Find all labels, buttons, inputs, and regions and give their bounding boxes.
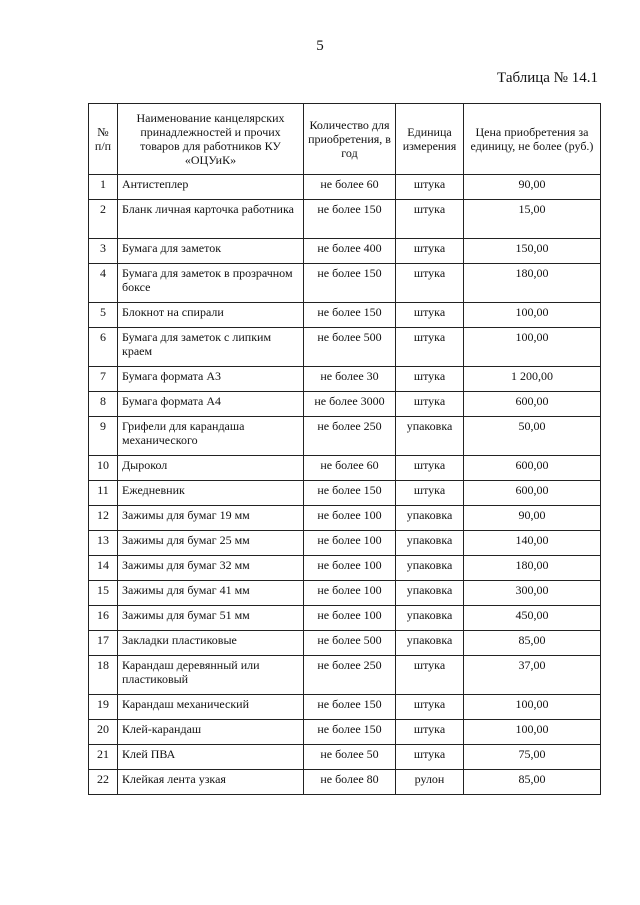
row-quantity: не более 150 bbox=[304, 264, 396, 303]
row-quantity: не более 100 bbox=[304, 556, 396, 581]
row-number: 3 bbox=[89, 239, 118, 264]
row-unit: упаковка bbox=[396, 556, 464, 581]
row-price: 100,00 bbox=[464, 328, 601, 367]
table-body bbox=[89, 175, 601, 795]
row-number: 22 bbox=[89, 770, 118, 795]
row-quantity: не более 500 bbox=[304, 631, 396, 656]
row-item-name: Карандаш деревянный или пластиковый bbox=[118, 656, 304, 695]
row-price: 150,00 bbox=[464, 239, 601, 264]
row-number: 15 bbox=[89, 581, 118, 606]
row-item-name: Грифели для карандаша механического bbox=[118, 417, 304, 456]
table-row bbox=[89, 531, 601, 556]
header-number: № п/п bbox=[89, 104, 118, 175]
row-item-name: Зажимы для бумаг 51 мм bbox=[118, 606, 304, 631]
header-quantity: Количество для приобретения, в год bbox=[304, 104, 396, 175]
table-row bbox=[89, 481, 601, 506]
row-unit: упаковка bbox=[396, 531, 464, 556]
row-number: 8 bbox=[89, 392, 118, 417]
row-item-name: Зажимы для бумаг 25 мм bbox=[118, 531, 304, 556]
row-item-name: Карандаш механический bbox=[118, 695, 304, 720]
row-unit: штука bbox=[396, 656, 464, 695]
table-row bbox=[89, 239, 601, 264]
row-item-name: Клей ПВА bbox=[118, 745, 304, 770]
row-price: 600,00 bbox=[464, 456, 601, 481]
header-item-name: Наименование канцелярских принадлежностей и прочих товаров для работников КУ «ОЦУиК» bbox=[118, 104, 304, 175]
row-item-name: Зажимы для бумаг 32 мм bbox=[118, 556, 304, 581]
table-row bbox=[89, 556, 601, 581]
row-unit: упаковка bbox=[396, 606, 464, 631]
table-row bbox=[89, 456, 601, 481]
row-quantity: не более 100 bbox=[304, 606, 396, 631]
row-quantity: не более 250 bbox=[304, 417, 396, 456]
row-price: 85,00 bbox=[464, 631, 601, 656]
table-row bbox=[89, 367, 601, 392]
row-quantity: не более 50 bbox=[304, 745, 396, 770]
row-item-name: Зажимы для бумаг 19 мм bbox=[118, 506, 304, 531]
row-item-name: Антистеплер bbox=[118, 175, 304, 200]
row-number: 10 bbox=[89, 456, 118, 481]
row-quantity: не более 250 bbox=[304, 656, 396, 695]
row-number: 1 bbox=[89, 175, 118, 200]
row-unit: штука bbox=[396, 200, 464, 239]
table-row bbox=[89, 328, 601, 367]
row-unit: упаковка bbox=[396, 631, 464, 656]
row-item-name: Бумага для заметок с липким краем bbox=[118, 328, 304, 367]
row-number: 13 bbox=[89, 531, 118, 556]
row-price: 100,00 bbox=[464, 720, 601, 745]
table-row bbox=[89, 581, 601, 606]
row-quantity: не более 150 bbox=[304, 720, 396, 745]
table-row bbox=[89, 695, 601, 720]
row-price: 100,00 bbox=[464, 303, 601, 328]
row-quantity: не более 3000 bbox=[304, 392, 396, 417]
row-price: 140,00 bbox=[464, 531, 601, 556]
table-row bbox=[89, 720, 601, 745]
row-unit: штука bbox=[396, 264, 464, 303]
row-number: 21 bbox=[89, 745, 118, 770]
row-quantity: не более 150 bbox=[304, 200, 396, 239]
row-price: 450,00 bbox=[464, 606, 601, 631]
row-number: 2 bbox=[89, 200, 118, 239]
row-item-name: Бланк личная карточка работника bbox=[118, 200, 304, 239]
row-number: 14 bbox=[89, 556, 118, 581]
row-number: 9 bbox=[89, 417, 118, 456]
row-price: 180,00 bbox=[464, 264, 601, 303]
row-number: 4 bbox=[89, 264, 118, 303]
row-item-name: Бумага для заметок bbox=[118, 239, 304, 264]
row-item-name: Зажимы для бумаг 41 мм bbox=[118, 581, 304, 606]
row-quantity: не более 80 bbox=[304, 770, 396, 795]
row-item-name: Дырокол bbox=[118, 456, 304, 481]
row-unit: упаковка bbox=[396, 417, 464, 456]
row-number: 18 bbox=[89, 656, 118, 695]
table-row bbox=[89, 606, 601, 631]
table-row bbox=[89, 417, 601, 456]
row-unit: штука bbox=[396, 392, 464, 417]
row-item-name: Бумага для заметок в прозрачном боксе bbox=[118, 264, 304, 303]
row-quantity: не более 400 bbox=[304, 239, 396, 264]
table-row bbox=[89, 656, 601, 695]
row-unit: штука bbox=[396, 695, 464, 720]
row-price: 85,00 bbox=[464, 770, 601, 795]
row-item-name: Закладки пластиковые bbox=[118, 631, 304, 656]
row-item-name: Клей-карандаш bbox=[118, 720, 304, 745]
row-number: 17 bbox=[89, 631, 118, 656]
row-price: 600,00 bbox=[464, 481, 601, 506]
table-row bbox=[89, 264, 601, 303]
row-unit: штука bbox=[396, 720, 464, 745]
row-unit: штука bbox=[396, 175, 464, 200]
table-row bbox=[89, 506, 601, 531]
row-price: 90,00 bbox=[464, 175, 601, 200]
row-quantity: не более 150 bbox=[304, 303, 396, 328]
row-quantity: не более 100 bbox=[304, 506, 396, 531]
row-price: 180,00 bbox=[464, 556, 601, 581]
row-quantity: не более 100 bbox=[304, 581, 396, 606]
row-unit: штука bbox=[396, 456, 464, 481]
header-price: Цена приобретения за единицу, не более (руб.) bbox=[464, 104, 601, 175]
row-price: 15,00 bbox=[464, 200, 601, 239]
row-unit: штука bbox=[396, 481, 464, 506]
row-item-name: Бумага формата А4 bbox=[118, 392, 304, 417]
row-item-name: Клейкая лента узкая bbox=[118, 770, 304, 795]
row-price: 300,00 bbox=[464, 581, 601, 606]
row-number: 11 bbox=[89, 481, 118, 506]
row-price: 600,00 bbox=[464, 392, 601, 417]
row-price: 90,00 bbox=[464, 506, 601, 531]
table-row bbox=[89, 770, 601, 795]
row-price: 50,00 bbox=[464, 417, 601, 456]
table-row bbox=[89, 631, 601, 656]
row-quantity: не более 60 bbox=[304, 175, 396, 200]
table-row bbox=[89, 745, 601, 770]
row-quantity: не более 60 bbox=[304, 456, 396, 481]
row-quantity: не более 150 bbox=[304, 695, 396, 720]
row-number: 19 bbox=[89, 695, 118, 720]
row-number: 6 bbox=[89, 328, 118, 367]
row-unit: штука bbox=[396, 367, 464, 392]
row-item-name: Ежедневник bbox=[118, 481, 304, 506]
row-quantity: не более 500 bbox=[304, 328, 396, 367]
row-item-name: Блокнот на спирали bbox=[118, 303, 304, 328]
row-number: 5 bbox=[89, 303, 118, 328]
table-row bbox=[89, 303, 601, 328]
table-row bbox=[89, 175, 601, 200]
row-price: 1 200,00 bbox=[464, 367, 601, 392]
row-unit: упаковка bbox=[396, 581, 464, 606]
row-price: 75,00 bbox=[464, 745, 601, 770]
row-number: 16 bbox=[89, 606, 118, 631]
goods-table bbox=[88, 103, 601, 795]
row-number: 7 bbox=[89, 367, 118, 392]
row-quantity: не более 150 bbox=[304, 481, 396, 506]
row-quantity: не более 100 bbox=[304, 531, 396, 556]
row-number: 12 bbox=[89, 506, 118, 531]
row-unit: рулон bbox=[396, 770, 464, 795]
row-number: 20 bbox=[89, 720, 118, 745]
row-unit: штука bbox=[396, 303, 464, 328]
row-unit: штука bbox=[396, 328, 464, 367]
page-number: 5 bbox=[316, 38, 324, 54]
table-header-row bbox=[89, 104, 601, 175]
row-unit: штука bbox=[396, 745, 464, 770]
table-title: Таблица № 14.1 bbox=[497, 70, 598, 86]
row-item-name: Бумага формата А3 bbox=[118, 367, 304, 392]
row-unit: штука bbox=[396, 239, 464, 264]
row-quantity: не более 30 bbox=[304, 367, 396, 392]
table-row bbox=[89, 392, 601, 417]
header-unit: Единица измерения bbox=[396, 104, 464, 175]
row-price: 37,00 bbox=[464, 656, 601, 695]
row-price: 100,00 bbox=[464, 695, 601, 720]
row-unit: упаковка bbox=[396, 506, 464, 531]
table-row bbox=[89, 200, 601, 239]
